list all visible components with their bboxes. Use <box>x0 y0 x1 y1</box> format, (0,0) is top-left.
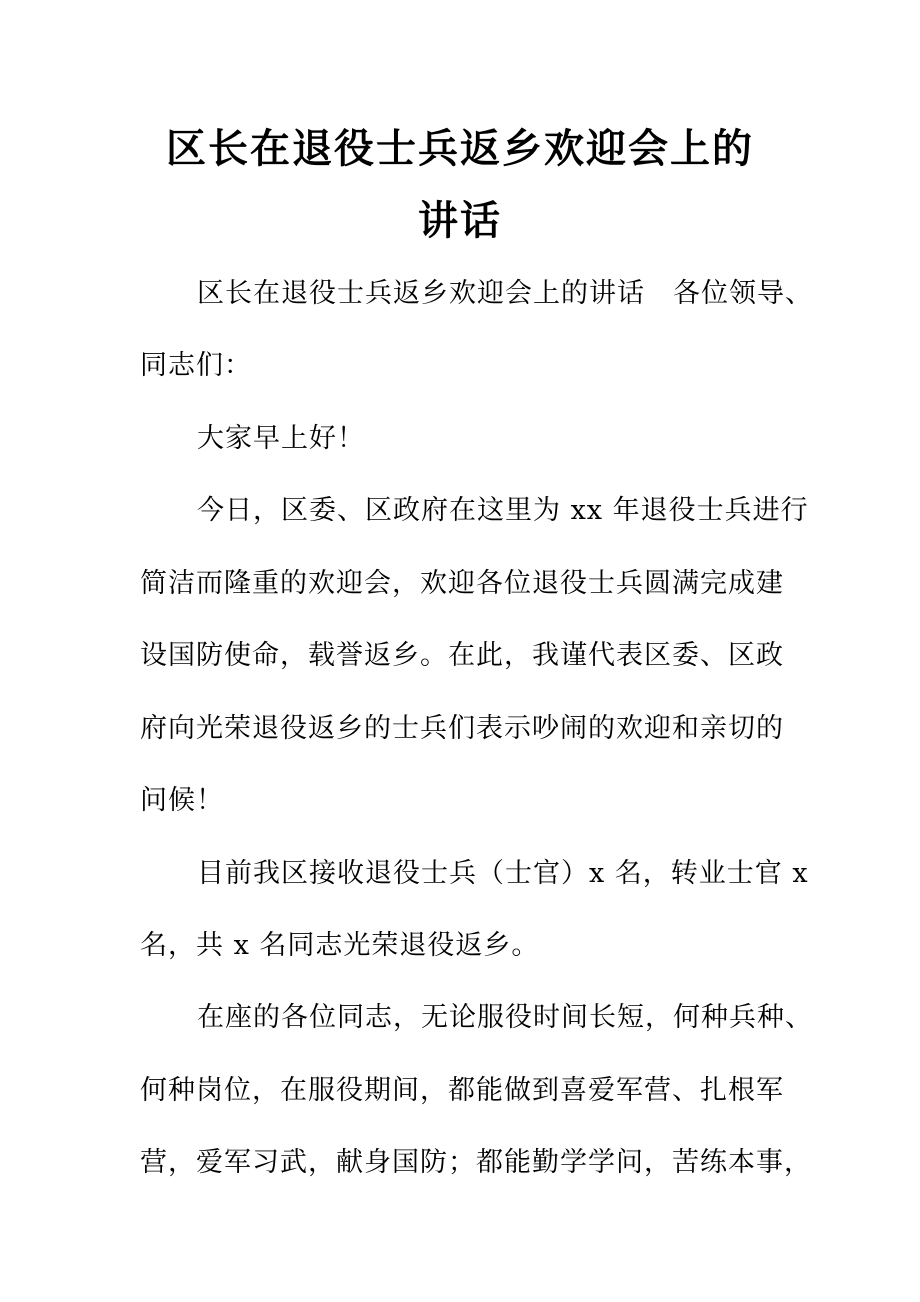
body-line: 何种岗位，在服役期间，都能做到喜爱军营、扎根军 <box>140 1075 784 1106</box>
body-line: 简洁而隆重的欢迎会，欢迎各位退役士兵圆满完成建 <box>140 568 784 599</box>
body-line: 大家早上好！ <box>197 423 365 454</box>
body-line: 目前我区接收退役士兵（士官）x 名，转业士官 x <box>197 858 809 889</box>
body-line: 名，共 x 名同志光荣退役返乡。 <box>140 930 540 961</box>
body-line: 府向光荣退役返乡的士兵们表示吵闹的欢迎和亲切的 <box>140 713 784 744</box>
body-line: 区长在退役士兵返乡欢迎会上的讲话 各位领导、 <box>197 278 813 309</box>
body-line: 问候！ <box>140 785 224 816</box>
document-title-line-1: 区长在退役士兵返乡欢迎会上的 <box>166 126 754 172</box>
body-line: 在座的各位同志，无论服役时间长短，何种兵种、 <box>197 1002 813 1033</box>
document-title-line-2: 讲话 <box>418 198 502 244</box>
body-line: 营，爱军习武，献身国防；都能勤学学问，苦练本事， <box>140 1147 812 1178</box>
body-line: 同志们： <box>140 350 252 381</box>
body-line: 设国防使命，载誉返乡。在此，我谨代表区委、区政 <box>140 640 784 671</box>
body-line: 今日，区委、区政府在这里为 xx 年退役士兵进行 <box>197 495 809 526</box>
